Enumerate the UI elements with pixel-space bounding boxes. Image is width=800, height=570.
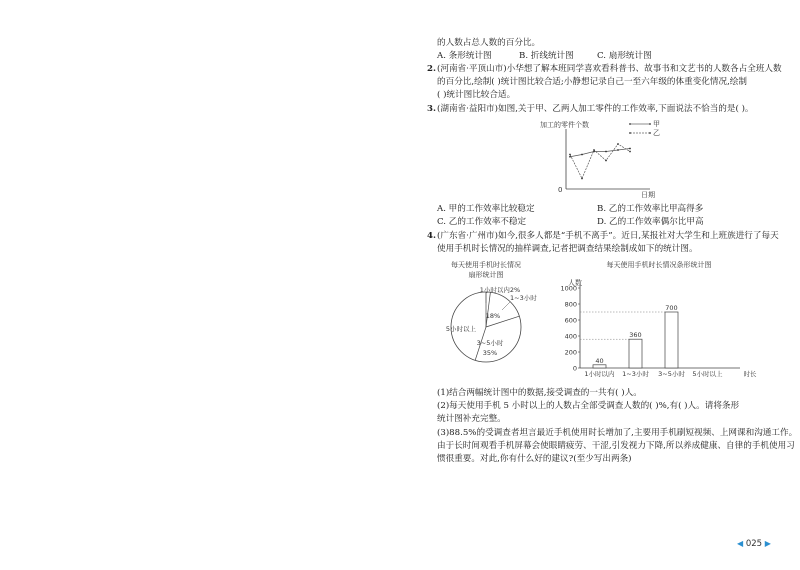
pie-percent-label: 35% xyxy=(482,349,498,357)
bar-category-label: 1~3小时 xyxy=(622,370,649,378)
pie-percent-label: 18% xyxy=(485,312,501,320)
line-point xyxy=(617,143,619,145)
q4-sub1: (1)结合两幅统计图中的数据,接受调查的一共有( )人。 xyxy=(437,388,642,398)
line-chart-origin: 0 xyxy=(558,186,563,194)
line-point xyxy=(605,160,607,162)
phone-usage-pie-chart xyxy=(430,255,542,380)
q2-line1: (河南省·平顶山市)小华想了解本班同学喜欢看科普书、故事书和文艺书的人数各占全班人数 xyxy=(437,64,782,74)
bar-y-tick-label: 600 xyxy=(564,316,577,325)
line-point xyxy=(629,151,631,153)
bar-y-tick-label: 800 xyxy=(564,300,577,309)
pie-label: 1~3小时 xyxy=(510,294,537,302)
line-chart-legend xyxy=(629,120,660,137)
line-point xyxy=(629,148,631,150)
bar-y-tick-label: 0 xyxy=(572,364,577,373)
prev-page-icon[interactable]: ◀ xyxy=(737,539,744,548)
q3-option-d: D. 乙的工作效率偶尔比甲高 xyxy=(597,217,704,227)
bar-chart-xlabel: 时长 xyxy=(743,370,757,378)
q2-number: 2. xyxy=(427,64,436,74)
pie-label: 5小时以上 xyxy=(445,325,477,333)
bar xyxy=(629,339,642,368)
pie-chart-title: 每天使用手机时长情况 xyxy=(451,261,521,269)
bar-chart-ylabel: 人数 xyxy=(568,279,582,287)
bar-category-label: 3~5小时 xyxy=(658,370,685,378)
q3-option-c: C. 乙的工作效率不稳定 xyxy=(437,217,527,227)
q4-sub2-line1: (2)每天使用手机 5 小时以上的人数占全部受调查人数的( )%,有( )人。请将条形 xyxy=(437,401,740,411)
q1-option-c: C. 扇形统计图 xyxy=(597,51,652,61)
legend-yi: 乙 xyxy=(653,129,660,137)
next-page-icon[interactable]: ▶ xyxy=(764,539,771,548)
line-point xyxy=(593,149,595,151)
line-chart-xlabel: 日期 xyxy=(641,191,655,199)
line-chart-ylabel: 加工的零件个数 xyxy=(540,121,589,129)
line-point xyxy=(581,178,583,180)
bar-y-tick-label: 1000 xyxy=(560,284,577,293)
pie-label: 1小时以内2% xyxy=(479,286,521,294)
line-point xyxy=(581,154,583,156)
bar xyxy=(593,365,606,368)
phone-usage-bar-chart xyxy=(560,255,775,380)
q4-line1: (广东省·广州市)如今,很多人都是“手机不离手”。近日,某报社对大学生和上班族进行了每天 xyxy=(437,231,779,241)
q4-sub3-line1: (3)88.5%的受调查者坦言最近手机使用时长增加了,主要用手机刷短视频、上网课和沟通工作。 xyxy=(437,428,798,438)
bar xyxy=(665,312,678,368)
page-number-text: 025 xyxy=(745,539,763,549)
q2-line3: ( )统计图比较合适。 xyxy=(437,90,516,100)
q1-option-a: A. 条形统计图 xyxy=(437,51,492,61)
line-point xyxy=(617,149,619,151)
bar-y-tick-label: 200 xyxy=(564,348,577,357)
bar-chart-title: 每天使用手机时长情况条形统计图 xyxy=(606,261,712,269)
bar-value-label: 40 xyxy=(595,356,604,365)
pie-label: 3~5小时 xyxy=(476,339,504,347)
line-point xyxy=(605,151,607,153)
bar-y-tick-label: 400 xyxy=(564,332,577,341)
efficiency-line-chart xyxy=(530,115,680,203)
q4-sub3-line2: 由于长时间观看手机屏幕会使眼睛疲劳、干涩,引发视力下降,所以养成健康、自律的手机使用习 xyxy=(437,441,795,451)
q1-option-b: B. 折线统计图 xyxy=(519,51,574,61)
q1-line: 的人数占总人数的百分比。 xyxy=(437,38,541,48)
q2-line2: 的百分比,绘制( )统计图比较合适;小静想记录自己一至六年级的体重变化情况,绘制 xyxy=(437,77,747,87)
bar-value-label: 700 xyxy=(665,304,678,312)
q4-sub3-line3: 惯很重要。对此,你有什么好的建议?(至少写出两条) xyxy=(437,454,632,464)
q4-number: 4. xyxy=(427,231,436,241)
bar-category-label: 5小时以上 xyxy=(692,370,723,378)
q3-option-b: B. 乙的工作效率比甲高得多 xyxy=(597,204,704,214)
q3-number: 3. xyxy=(427,104,436,114)
line-series-jia xyxy=(570,149,630,157)
q4-sub2-line2: 统计图补充完整。 xyxy=(437,414,506,424)
pie-chart-subtitle: 扇形统计图 xyxy=(468,271,504,279)
bar-category-label: 1小时以内 xyxy=(584,370,615,378)
line-series-yi xyxy=(570,144,630,179)
q3-option-a: A. 甲的工作效率比较稳定 xyxy=(437,204,535,214)
line-point xyxy=(569,154,571,156)
page-number xyxy=(737,539,771,549)
q4-line2: 使用手机时长情况的抽样调查,记者把调查结果绘制成如下的统计图。 xyxy=(437,244,698,254)
q3-line1: (湖南省·益阳市)如图,关于甲、乙两人加工零件的工作效率,下面说法不恰当的是( )。 xyxy=(437,104,754,114)
bar-value-label: 360 xyxy=(629,331,642,340)
legend-jia: 甲 xyxy=(653,120,660,128)
